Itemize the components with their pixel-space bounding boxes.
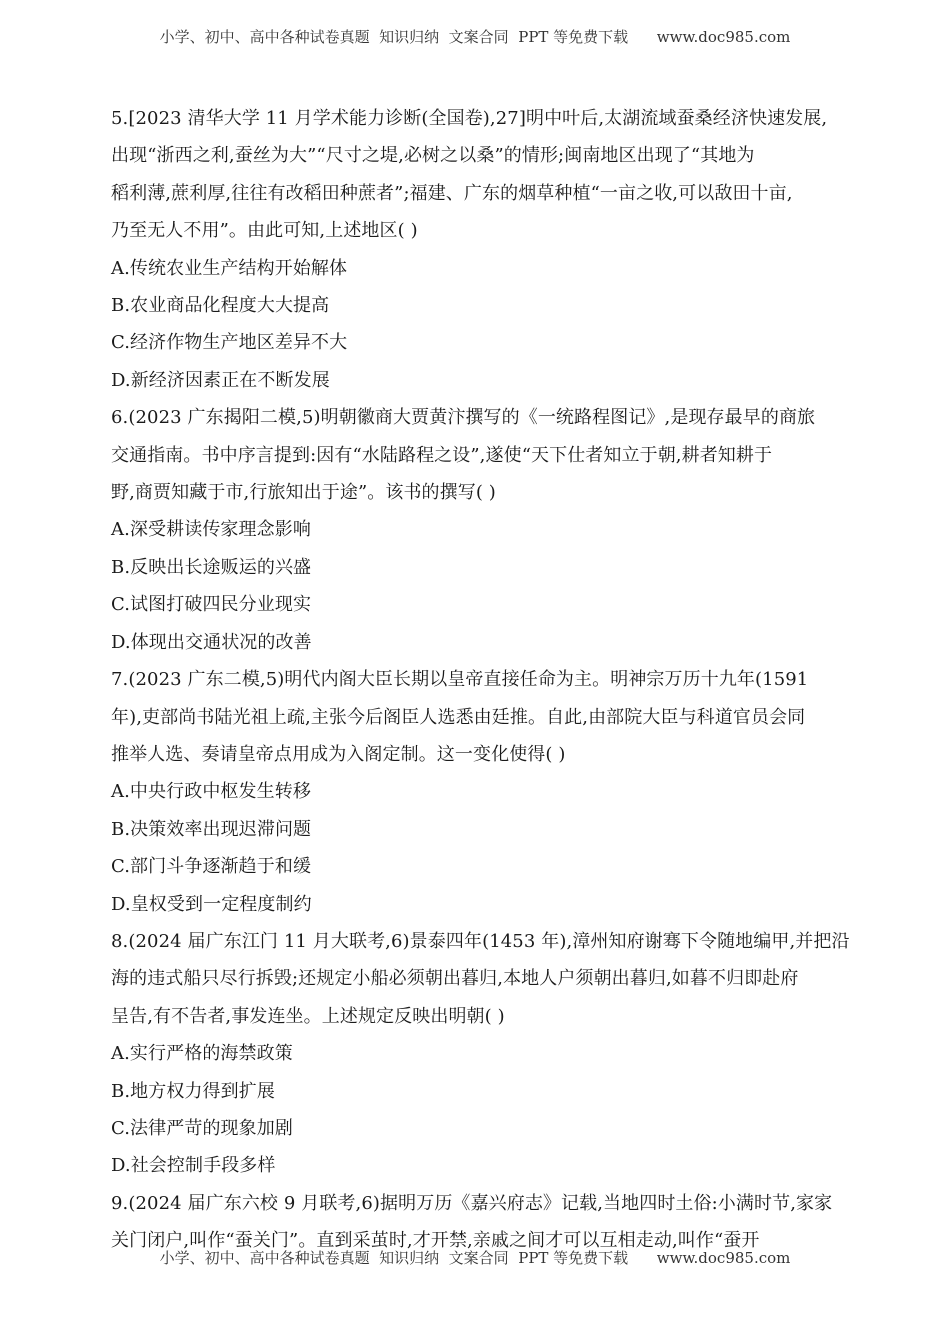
question-6-option-d: D.体现出交通状况的改善 bbox=[111, 631, 312, 653]
question-5-option-b: B.农业商品化程度大大提高 bbox=[111, 295, 330, 317]
question-5-line-4: 乃至无人不用”。由此可知,上述地区( ) bbox=[111, 220, 418, 242]
question-6-option-b: B.反映出长途贩运的兴盛 bbox=[111, 556, 312, 578]
page-footer: 小学、初中、高中各种试卷真题 知识归纳 文案合同 PPT 等免费下载 www.doc985.com bbox=[159, 1249, 791, 1267]
question-8-option-d: D.社会控制手段多样 bbox=[111, 1155, 276, 1177]
question-9-line-1: 9.(2024 届广东六校 9 月联考,6)据明万历《嘉兴府志》记载,当地四时土俗:小满时节,家家 bbox=[111, 1192, 833, 1214]
question-5-line-3: 稻利薄,蔗利厚,往往有改稻田种蔗者”;福建、广东的烟草种植“一亩之收,可以敌田十亩, bbox=[111, 182, 793, 204]
question-7-option-c: C.部门斗争逐渐趋于和缓 bbox=[111, 856, 312, 878]
question-7-line-3: 推举人选、奏请皇帝点用成为入阁定制。这一变化使得( ) bbox=[111, 743, 566, 765]
question-6 bbox=[111, 399, 851, 661]
page-header: 小学、初中、高中各种试卷真题 知识归纳 文案合同 PPT 等免费下载 www.doc985.com bbox=[159, 28, 791, 46]
question-6-option-c: C.试图打破四民分业现实 bbox=[111, 594, 312, 616]
question-8-option-c: C.法律严苛的现象加剧 bbox=[111, 1117, 293, 1139]
question-8-option-b: B.地方权力得到扩展 bbox=[111, 1080, 275, 1102]
question-6-option-a: A.深受耕读传家理念影响 bbox=[111, 519, 311, 541]
question-7-option-a: A.中央行政中枢发生转移 bbox=[111, 781, 311, 803]
question-5-line-2: 出现“浙西之利,蚕丝为大”“尺寸之堤,必树之以桑”的情形;闽南地区出现了“其地为 bbox=[111, 145, 755, 167]
question-8-line-2: 海的违式船只尽行拆毁;还规定小船必须朝出暮归,本地人户须朝出暮归,如暮不归即赴府 bbox=[111, 968, 799, 990]
question-9-line-2: 关门闭户,叫作“蚕关门”。直到采茧时,才开禁,亲戚之间才可以互相走动,叫作“蚕开 bbox=[111, 1230, 760, 1252]
question-7-line-1: 7.(2023 广东二模,5)明代内阁大臣长期以皇帝直接任命为主。明神宗万历十九年(1591 bbox=[111, 669, 809, 691]
question-5-option-d: D.新经济因素正在不断发展 bbox=[111, 369, 330, 391]
question-8-line-3: 呈告,有不告者,事发连坐。上述规定反映出明朝( ) bbox=[111, 1005, 505, 1027]
question-6-line-3: 野,商贾知藏于市,行旅知出于途”。该书的撰写( ) bbox=[111, 482, 496, 504]
question-list bbox=[111, 100, 851, 1260]
question-8 bbox=[111, 923, 851, 1185]
question-7-option-b: B.决策效率出现迟滞问题 bbox=[111, 818, 312, 840]
question-5-option-a: A.传统农业生产结构开始解体 bbox=[111, 257, 348, 279]
question-7 bbox=[111, 661, 851, 923]
question-5-line-1: 5.[2023 清华大学 11 月学术能力诊断(全国卷),27]明中叶后,太湖流域蚕桑经济快速发展, bbox=[111, 108, 828, 129]
question-7-option-d: D.皇权受到一定程度制约 bbox=[111, 893, 312, 915]
question-6-line-1: 6.(2023 广东揭阳二模,5)明朝徽商大贾黄汴撰写的《一统路程图记》,是现存最早的商旅 bbox=[111, 407, 816, 429]
question-8-line-1: 8.(2024 届广东江门 11 月大联考,6)景泰四年(1453 年),漳州知府谢骞下令随地编甲,并把沿 bbox=[111, 930, 850, 952]
question-5-option-c: C.经济作物生产地区差异不大 bbox=[111, 332, 348, 354]
question-5 bbox=[111, 100, 851, 399]
question-7-line-2: 年),吏部尚书陆光祖上疏,主张今后阁臣人选悉由廷推。自此,由部院大臣与科道官员会同 bbox=[111, 706, 806, 728]
question-8-option-a: A.实行严格的海禁政策 bbox=[111, 1043, 293, 1065]
question-6-line-2: 交通指南。书中序言提到:因有“水陆路程之设”,遂使“天下仕者知立于朝,耕者知耕于 bbox=[111, 444, 773, 466]
